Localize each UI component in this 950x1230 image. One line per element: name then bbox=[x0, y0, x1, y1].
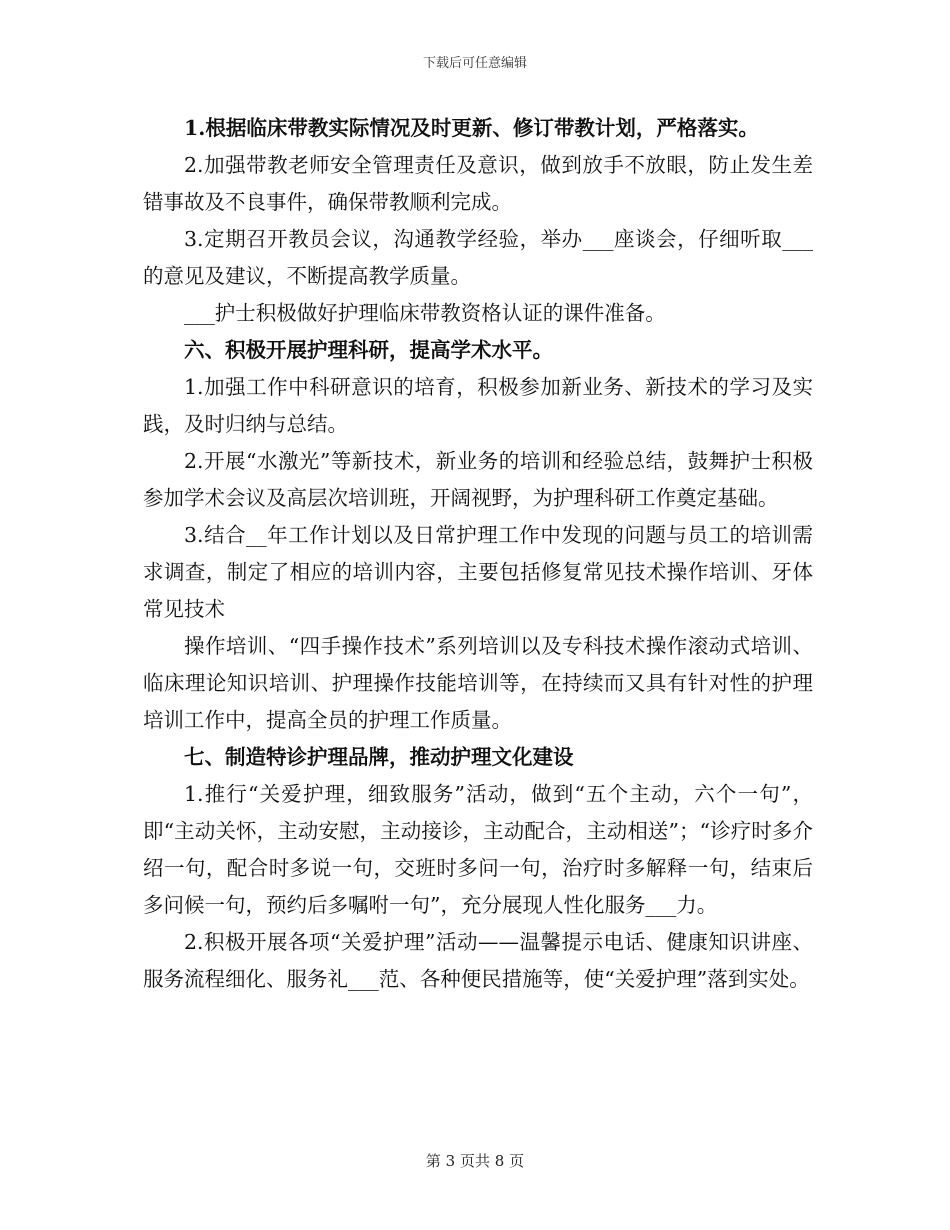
paragraph-11: 1.推行“关爱护理，细致服务”活动，做到“五个主动，六个一句”，即“主动关怀，主动安慰，主动接诊，主动配合，主动相送”；“诊疗时多介绍一句，配合时多说一句，交班时多问一句，治疗时多解释一句，结束后多问候一句，预约后多嘱咐一句”，充分展现人性化服务___力。 bbox=[143, 782, 813, 917]
paragraph-7: 2.开展“水激光”等新技术，新业务的培训和经验总结，鼓舞护士积极参加学术会议及高层次培训班，开阔视野，为护理科研工作奠定基础。 bbox=[143, 449, 813, 510]
section-heading-6: 六、积极开展护理科研，提高学术水平。 bbox=[184, 338, 553, 362]
section-heading-7: 七、制造特诊护理品牌，推动护理文化建设 bbox=[184, 745, 574, 769]
paragraph-4: ___护士积极做好护理临床带教资格认证的课件准备。 bbox=[184, 301, 666, 325]
paragraph-6: 1.加强工作中科研意识的培育，积极参加新业务、新技术的学习及实践，及时归纳与总结。 bbox=[143, 375, 813, 436]
paragraph-9: 操作培训、“四手操作技术”系列培训以及专科技术操作滚动式培训、临床理论知识培训、护理操作技能培训等，在持续而又具有针对性的护理培训工作中，提高全员的护理工作质量。 bbox=[143, 634, 813, 732]
header-note: 下载后可任意编辑 bbox=[422, 56, 527, 71]
page-number: 第 3 页共 8 页 bbox=[425, 1152, 525, 1170]
paragraph-12: 2.积极开展各项“关爱护理”活动——温馨提示电话、健康知识讲座、服务流程细化、服务礼___范、各种便民措施等，使“关爱护理”落到实处。 bbox=[143, 930, 813, 991]
document-body bbox=[143, 110, 813, 998]
paragraph-2: 2.加强带教老师安全管理责任及意识，做到放手不放眼，防止发生差错事故及不良事件，确保带教顺利完成。 bbox=[143, 153, 813, 214]
paragraph-8: 3.结合__年工作计划以及日常护理工作中发现的问题与员工的培训需求调查，制定了相应的培训内容，主要包括修复常见技术操作培训、牙体常见技术 bbox=[143, 523, 813, 621]
paragraph-1: 1.根据临床带教实际情况及时更新、修订带教计划，严格落实。 bbox=[184, 116, 759, 140]
paragraph-3: 3.定期召开教员会议，沟通教学经验，举办___座谈会，仔细听取___的意见及建议，不断提高教学质量。 bbox=[143, 227, 813, 288]
